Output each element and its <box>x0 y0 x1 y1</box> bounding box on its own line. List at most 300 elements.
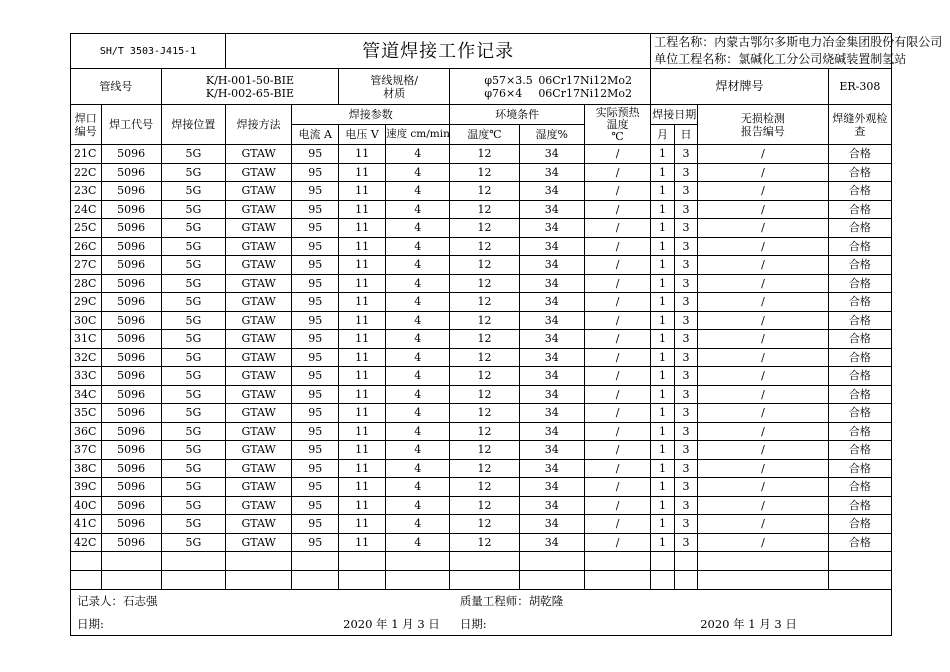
line-no-label: 管线号 <box>71 69 162 105</box>
cell-day: 3 <box>674 311 697 330</box>
table-row <box>71 385 892 404</box>
cell-current: 95 <box>292 422 339 441</box>
cell-current: 95 <box>292 274 339 293</box>
spec-1-material: 06Cr17Ni12Mo2 <box>538 73 633 87</box>
cell-position: 5G <box>161 496 225 515</box>
cell-position: 5G <box>161 330 225 349</box>
cell-joint-no: 25C <box>71 219 102 238</box>
cell-welder-code: 5096 <box>101 367 161 386</box>
table-row <box>71 293 892 312</box>
cell-method: GTAW <box>225 441 291 460</box>
cell-ndt-report: / <box>698 348 829 367</box>
cell-temperature: 12 <box>450 237 519 256</box>
cell-current: 95 <box>292 182 339 201</box>
cell-method: GTAW <box>225 533 291 552</box>
cell-joint-no: 40C <box>71 496 102 515</box>
table-row <box>71 237 892 256</box>
cell-temperature: 12 <box>450 330 519 349</box>
cell-preheat: / <box>584 293 650 312</box>
cell-speed: 4 <box>386 163 450 182</box>
cell-voltage: 11 <box>339 404 386 423</box>
cell-ndt-report: / <box>698 200 829 219</box>
cell-position: 5G <box>161 441 225 460</box>
cell-speed: 4 <box>386 237 450 256</box>
cell-humidity: 34 <box>519 459 584 478</box>
cell-temperature: 12 <box>450 311 519 330</box>
cell-current: 95 <box>292 293 339 312</box>
cell-day: 3 <box>674 200 697 219</box>
cell-visual-result: 合格 <box>828 256 891 275</box>
cell-temperature: 12 <box>450 367 519 386</box>
cell-month: 1 <box>651 330 674 349</box>
cell-month: 1 <box>651 182 674 201</box>
cell-preheat: / <box>584 441 650 460</box>
cell-ndt-report: / <box>698 422 829 441</box>
blank-cell <box>450 571 519 590</box>
cell-preheat: / <box>584 422 650 441</box>
date-label-left: 日期: <box>71 614 339 636</box>
project-info <box>651 34 943 69</box>
cell-speed: 4 <box>386 200 450 219</box>
cell-preheat: / <box>584 496 650 515</box>
cell-day: 3 <box>674 496 697 515</box>
cell-temperature: 12 <box>450 293 519 312</box>
welding-record-form <box>70 33 943 636</box>
cell-humidity: 34 <box>519 478 584 497</box>
cell-ndt-report: / <box>698 182 829 201</box>
cell-day: 3 <box>674 237 697 256</box>
cell-current: 95 <box>292 459 339 478</box>
cell-joint-no: 28C <box>71 274 102 293</box>
cell-month: 1 <box>651 459 674 478</box>
cell-current: 95 <box>292 330 339 349</box>
cell-visual-result: 合格 <box>828 515 891 534</box>
cell-temperature: 12 <box>450 182 519 201</box>
cell-month: 1 <box>651 478 674 497</box>
cell-temperature: 12 <box>450 256 519 275</box>
blank-cell <box>698 571 829 590</box>
cell-welder-code: 5096 <box>101 533 161 552</box>
cell-voltage: 11 <box>339 441 386 460</box>
signature-row <box>71 590 892 614</box>
cell-ndt-report: / <box>698 219 829 238</box>
cell-day: 3 <box>674 404 697 423</box>
cell-voltage: 11 <box>339 182 386 201</box>
cell-welder-code: 5096 <box>101 330 161 349</box>
table-row <box>71 200 892 219</box>
cell-joint-no: 24C <box>71 200 102 219</box>
blank-cell <box>519 552 584 571</box>
cell-voltage: 11 <box>339 293 386 312</box>
cell-humidity: 34 <box>519 515 584 534</box>
col-humidity: 湿度% <box>519 125 584 145</box>
cell-speed: 4 <box>386 515 450 534</box>
table-row <box>71 515 892 534</box>
cell-joint-no: 30C <box>71 311 102 330</box>
cell-ndt-report: / <box>698 367 829 386</box>
cell-joint-no: 21C <box>71 145 102 164</box>
cell-joint-no: 29C <box>71 293 102 312</box>
cell-joint-no: 26C <box>71 237 102 256</box>
form-title: 管道焊接工作记录 <box>225 34 650 69</box>
cell-visual-result: 合格 <box>828 533 891 552</box>
cell-visual-result: 合格 <box>828 311 891 330</box>
cell-method: GTAW <box>225 274 291 293</box>
table-row <box>71 348 892 367</box>
cell-ndt-report: / <box>698 496 829 515</box>
cell-welder-code: 5096 <box>101 459 161 478</box>
cell-preheat: / <box>584 256 650 275</box>
cell-welder-code: 5096 <box>101 515 161 534</box>
cell-visual-result: 合格 <box>828 459 891 478</box>
cell-preheat: / <box>584 330 650 349</box>
cell-visual-result: 合格 <box>828 219 891 238</box>
cell-joint-no: 27C <box>71 256 102 275</box>
cell-current: 95 <box>292 496 339 515</box>
cell-day: 3 <box>674 459 697 478</box>
cell-humidity: 34 <box>519 293 584 312</box>
cell-voltage: 11 <box>339 459 386 478</box>
cell-month: 1 <box>651 200 674 219</box>
unit-project-name: 单位工程名称：氯碱化工分公司烧碱装置制氢站 <box>654 52 907 66</box>
cell-welder-code: 5096 <box>101 237 161 256</box>
cell-month: 1 <box>651 385 674 404</box>
cell-voltage: 11 <box>339 515 386 534</box>
cell-month: 1 <box>651 441 674 460</box>
table-row <box>71 367 892 386</box>
cell-preheat: / <box>584 404 650 423</box>
cell-day: 3 <box>674 274 697 293</box>
cell-month: 1 <box>651 219 674 238</box>
cell-method: GTAW <box>225 478 291 497</box>
cell-position: 5G <box>161 163 225 182</box>
cell-ndt-report: / <box>698 330 829 349</box>
cell-visual-result: 合格 <box>828 367 891 386</box>
cell-welder-code: 5096 <box>101 256 161 275</box>
cell-humidity: 34 <box>519 330 584 349</box>
cell-temperature: 12 <box>450 422 519 441</box>
col-visual-line1: 焊缝外观检 <box>832 111 888 125</box>
cell-voltage: 11 <box>339 422 386 441</box>
cell-welder-code: 5096 <box>101 496 161 515</box>
col-temperature: 温度℃ <box>450 125 519 145</box>
cell-speed: 4 <box>386 219 450 238</box>
cell-position: 5G <box>161 293 225 312</box>
cell-voltage: 11 <box>339 163 386 182</box>
cell-day: 3 <box>674 256 697 275</box>
cell-position: 5G <box>161 367 225 386</box>
cell-humidity: 34 <box>519 496 584 515</box>
cell-humidity: 34 <box>519 422 584 441</box>
cell-position: 5G <box>161 533 225 552</box>
cell-method: GTAW <box>225 348 291 367</box>
cell-temperature: 12 <box>450 441 519 460</box>
cell-preheat: / <box>584 515 650 534</box>
cell-ndt-report: / <box>698 385 829 404</box>
cell-method: GTAW <box>225 515 291 534</box>
blank-cell <box>71 552 102 571</box>
cell-method: GTAW <box>225 496 291 515</box>
column-header-row-1 <box>71 105 892 125</box>
blank-cell <box>161 571 225 590</box>
cell-humidity: 34 <box>519 237 584 256</box>
cell-month: 1 <box>651 145 674 164</box>
cell-method: GTAW <box>225 237 291 256</box>
spec-label <box>339 69 450 105</box>
blank-cell <box>698 552 829 571</box>
cell-method: GTAW <box>225 385 291 404</box>
col-method: 焊接方法 <box>225 105 291 145</box>
cell-ndt-report: / <box>698 237 829 256</box>
col-visual <box>828 105 891 145</box>
cell-speed: 4 <box>386 385 450 404</box>
cell-visual-result: 合格 <box>828 163 891 182</box>
cell-welder-code: 5096 <box>101 422 161 441</box>
cell-ndt-report: / <box>698 274 829 293</box>
cell-visual-result: 合格 <box>828 441 891 460</box>
col-speed: 速度 cm/min <box>386 125 450 145</box>
cell-day: 3 <box>674 145 697 164</box>
cell-speed: 4 <box>386 422 450 441</box>
cell-current: 95 <box>292 311 339 330</box>
cell-month: 1 <box>651 274 674 293</box>
spec-label-line1: 管线规格/ <box>370 73 419 87</box>
cell-position: 5G <box>161 404 225 423</box>
cell-month: 1 <box>651 367 674 386</box>
table-row <box>71 441 892 460</box>
cell-day: 3 <box>674 422 697 441</box>
cell-joint-no: 41C <box>71 515 102 534</box>
cell-month: 1 <box>651 404 674 423</box>
blank-cell <box>519 571 584 590</box>
cell-day: 3 <box>674 478 697 497</box>
cell-speed: 4 <box>386 367 450 386</box>
blank-cell <box>225 571 291 590</box>
col-preheat-line1: 实际预热 <box>595 105 640 119</box>
cell-voltage: 11 <box>339 237 386 256</box>
cell-preheat: / <box>584 145 650 164</box>
table-row <box>71 533 892 552</box>
cell-welder-code: 5096 <box>101 163 161 182</box>
cell-method: GTAW <box>225 219 291 238</box>
cell-method: GTAW <box>225 311 291 330</box>
table-row <box>71 330 892 349</box>
filler-value: ER-308 <box>828 69 891 105</box>
line-no-1: K/H-001-50-BIE <box>205 73 295 87</box>
blank-cell <box>584 571 650 590</box>
cell-joint-no: 38C <box>71 459 102 478</box>
table-row <box>71 478 892 497</box>
cell-month: 1 <box>651 422 674 441</box>
cell-ndt-report: / <box>698 459 829 478</box>
cell-position: 5G <box>161 219 225 238</box>
cell-current: 95 <box>292 367 339 386</box>
line-info-row <box>71 69 892 105</box>
table-row <box>71 311 892 330</box>
cell-welder-code: 5096 <box>101 441 161 460</box>
blank-cell <box>828 552 891 571</box>
standard-code: SH/T 3503-J415-1 <box>71 34 226 69</box>
cell-day: 3 <box>674 367 697 386</box>
date-label-right: 日期: <box>450 614 674 636</box>
spec-1 <box>450 74 650 87</box>
cell-joint-no: 34C <box>71 385 102 404</box>
cell-position: 5G <box>161 200 225 219</box>
blank-row <box>71 571 892 590</box>
cell-ndt-report: / <box>698 256 829 275</box>
blank-cell <box>674 571 697 590</box>
blank-cell <box>450 552 519 571</box>
cell-current: 95 <box>292 385 339 404</box>
cell-position: 5G <box>161 348 225 367</box>
cell-method: GTAW <box>225 256 291 275</box>
spec-2 <box>450 87 650 100</box>
cell-speed: 4 <box>386 330 450 349</box>
cell-visual-result: 合格 <box>828 274 891 293</box>
cell-welder-code: 5096 <box>101 404 161 423</box>
cell-visual-result: 合格 <box>828 478 891 497</box>
blank-cell <box>339 571 386 590</box>
blank-cell <box>101 571 161 590</box>
cell-position: 5G <box>161 274 225 293</box>
spec-values <box>450 69 651 105</box>
cell-day: 3 <box>674 330 697 349</box>
blank-cell <box>584 552 650 571</box>
col-voltage: 电压 V <box>339 125 386 145</box>
table-row <box>71 404 892 423</box>
col-visual-line2: 查 <box>854 124 866 138</box>
filler-label: 焊材牌号 <box>651 69 828 105</box>
col-position: 焊接位置 <box>161 105 225 145</box>
date-row <box>71 614 892 636</box>
col-joint-no: 焊口编号 <box>71 105 102 145</box>
cell-visual-result: 合格 <box>828 145 891 164</box>
col-current: 电流 A <box>292 125 339 145</box>
col-date-group: 焊接日期 <box>651 105 698 125</box>
cell-current: 95 <box>292 533 339 552</box>
blank-rows <box>71 552 892 590</box>
cell-temperature: 12 <box>450 515 519 534</box>
cell-visual-result: 合格 <box>828 330 891 349</box>
col-ndt-line1: 无损检测 <box>740 111 785 125</box>
cell-voltage: 11 <box>339 200 386 219</box>
cell-voltage: 11 <box>339 274 386 293</box>
cell-humidity: 34 <box>519 367 584 386</box>
cell-temperature: 12 <box>450 533 519 552</box>
col-month: 月 <box>651 125 674 145</box>
cell-day: 3 <box>674 293 697 312</box>
cell-method: GTAW <box>225 422 291 441</box>
cell-day: 3 <box>674 515 697 534</box>
cell-speed: 4 <box>386 145 450 164</box>
cell-day: 3 <box>674 533 697 552</box>
cell-joint-no: 32C <box>71 348 102 367</box>
cell-method: GTAW <box>225 330 291 349</box>
cell-preheat: / <box>584 274 650 293</box>
blank-cell <box>339 552 386 571</box>
line-no-values <box>161 69 338 105</box>
cell-ndt-report: / <box>698 533 829 552</box>
cell-joint-no: 33C <box>71 367 102 386</box>
cell-temperature: 12 <box>450 145 519 164</box>
form-header-row <box>71 34 892 69</box>
cell-current: 95 <box>292 200 339 219</box>
recorder: 记录人：石志强 <box>71 590 450 614</box>
date-value-left: 2020 年 1 月 3 日 <box>339 614 450 636</box>
cell-current: 95 <box>292 348 339 367</box>
col-ndt-line2: 报告编号 <box>740 124 785 138</box>
cell-preheat: / <box>584 367 650 386</box>
cell-current: 95 <box>292 256 339 275</box>
cell-method: GTAW <box>225 367 291 386</box>
cell-preheat: / <box>584 478 650 497</box>
cell-humidity: 34 <box>519 441 584 460</box>
welding-record-table <box>70 33 943 636</box>
blank-cell <box>101 552 161 571</box>
cell-joint-no: 35C <box>71 404 102 423</box>
cell-current: 95 <box>292 441 339 460</box>
cell-ndt-report: / <box>698 441 829 460</box>
cell-humidity: 34 <box>519 200 584 219</box>
cell-voltage: 11 <box>339 348 386 367</box>
cell-joint-no: 37C <box>71 441 102 460</box>
cell-voltage: 11 <box>339 219 386 238</box>
cell-position: 5G <box>161 478 225 497</box>
cell-ndt-report: / <box>698 404 829 423</box>
cell-humidity: 34 <box>519 311 584 330</box>
cell-humidity: 34 <box>519 348 584 367</box>
cell-welder-code: 5096 <box>101 478 161 497</box>
blank-cell <box>651 571 674 590</box>
table-row <box>71 145 892 164</box>
cell-welder-code: 5096 <box>101 182 161 201</box>
cell-temperature: 12 <box>450 163 519 182</box>
cell-temperature: 12 <box>450 348 519 367</box>
cell-month: 1 <box>651 515 674 534</box>
cell-preheat: / <box>584 385 650 404</box>
cell-temperature: 12 <box>450 404 519 423</box>
blank-cell <box>292 552 339 571</box>
blank-cell <box>292 571 339 590</box>
cell-day: 3 <box>674 385 697 404</box>
col-welder-code: 焊工代号 <box>101 105 161 145</box>
cell-month: 1 <box>651 496 674 515</box>
table-row <box>71 459 892 478</box>
cell-voltage: 11 <box>339 367 386 386</box>
cell-speed: 4 <box>386 274 450 293</box>
cell-position: 5G <box>161 385 225 404</box>
cell-month: 1 <box>651 311 674 330</box>
cell-voltage: 11 <box>339 311 386 330</box>
cell-position: 5G <box>161 182 225 201</box>
col-preheat-line3: ℃ <box>611 129 624 143</box>
cell-method: GTAW <box>225 145 291 164</box>
cell-visual-result: 合格 <box>828 237 891 256</box>
cell-day: 3 <box>674 182 697 201</box>
cell-current: 95 <box>292 219 339 238</box>
cell-joint-no: 39C <box>71 478 102 497</box>
cell-speed: 4 <box>386 348 450 367</box>
cell-preheat: / <box>584 200 650 219</box>
cell-method: GTAW <box>225 163 291 182</box>
cell-preheat: / <box>584 163 650 182</box>
cell-voltage: 11 <box>339 256 386 275</box>
cell-humidity: 34 <box>519 256 584 275</box>
quality-engineer: 质量工程师：胡乾隆 <box>450 590 892 614</box>
cell-welder-code: 5096 <box>101 385 161 404</box>
cell-current: 95 <box>292 478 339 497</box>
blank-cell <box>161 552 225 571</box>
